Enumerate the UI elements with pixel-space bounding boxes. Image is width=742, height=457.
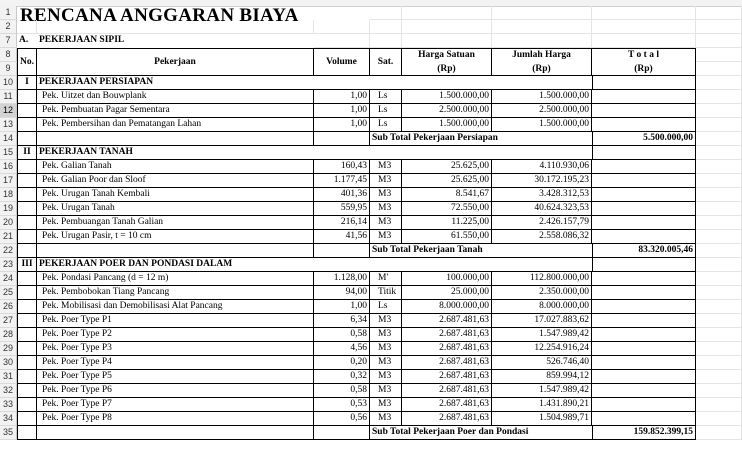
item-unit[interactable]: M3 [370, 160, 402, 174]
item-name[interactable]: Pek. Poer Type P5 [37, 370, 314, 384]
sheet-cell[interactable] [592, 76, 696, 90]
sheet-cell[interactable] [492, 76, 592, 90]
subtotal-value[interactable]: 5.500.000,00 [592, 132, 696, 146]
item-volume[interactable]: 1,00 [314, 104, 370, 118]
sheet-cell[interactable] [696, 426, 742, 440]
item-volume[interactable]: 160,43 [314, 160, 370, 174]
sheet-cell[interactable] [696, 216, 742, 230]
row-header[interactable]: 22 [0, 244, 17, 258]
sheet-cell[interactable] [696, 370, 742, 384]
item-total[interactable] [592, 384, 696, 398]
item-harga-satuan[interactable]: 61.550,00 [402, 230, 492, 244]
sheet-cell[interactable] [592, 34, 696, 48]
row-header[interactable]: 9 [0, 62, 17, 76]
row-header[interactable]: 10 [0, 76, 17, 90]
sheet-row [0, 174, 742, 188]
item-unit[interactable]: M3 [370, 370, 402, 384]
sheet-cell[interactable] [696, 328, 742, 342]
item-harga-satuan[interactable]: 2.500.000,00 [402, 104, 492, 118]
header-sat-label: Sat. [377, 57, 394, 67]
sheet-row [0, 426, 742, 440]
sheet-row [0, 5, 742, 26]
sheet-cell[interactable] [696, 272, 742, 286]
item-unit[interactable]: M3 [370, 384, 402, 398]
row-header[interactable]: 29 [0, 342, 17, 356]
item-unit[interactable]: Ls [370, 300, 402, 314]
sheet-row [0, 384, 742, 398]
item-no [17, 174, 37, 188]
row-header[interactable]: 15 [0, 146, 17, 160]
header-total-label: T o t a l [628, 50, 659, 60]
item-name[interactable]: Pek. Poer Type P1 [37, 314, 314, 328]
item-total[interactable] [592, 188, 696, 202]
item-unit[interactable]: M3 [370, 342, 402, 356]
row-header[interactable]: 1 [0, 6, 17, 20]
item-volume[interactable]: 0,20 [314, 356, 370, 370]
item-jumlah-harga[interactable]: 17.027.883,62 [492, 314, 592, 328]
row-header[interactable]: 8 [0, 48, 17, 62]
item-no [17, 216, 37, 230]
item-unit[interactable]: Ls [370, 90, 402, 104]
item-harga-satuan[interactable]: 2.687.481,63 [402, 328, 492, 342]
row-header[interactable]: 21 [0, 230, 17, 244]
item-no [17, 300, 37, 314]
sheet-row [0, 118, 742, 132]
sheet-row [0, 132, 742, 146]
sheet-row [0, 90, 742, 104]
row-header[interactable]: 33 [0, 398, 17, 412]
row-header[interactable]: 31 [0, 370, 17, 384]
sheet-row [0, 76, 742, 90]
subtotal-label: Sub Total Pekerjaan Poer dan Pondasi [370, 426, 592, 440]
sheet-cell[interactable] [696, 118, 742, 132]
sheet-cell[interactable] [370, 6, 402, 20]
item-name[interactable]: Pek. Urugan Tanah Kembali [37, 188, 314, 202]
sheet-cell[interactable] [696, 132, 742, 146]
sheet-cell[interactable] [402, 146, 492, 160]
item-name[interactable]: Pek. Poer Type P4 [37, 356, 314, 370]
sheet-cell[interactable] [370, 20, 402, 34]
item-jumlah-harga[interactable]: 40.624.323,53 [492, 202, 592, 216]
item-no [17, 188, 37, 202]
sheet-cell[interactable] [696, 342, 742, 356]
item-total[interactable] [592, 90, 696, 104]
sheet-row [0, 300, 742, 314]
sheet-cell[interactable] [314, 258, 370, 272]
item-no [17, 328, 37, 342]
item-name[interactable]: Pek. Urugan Pasir, t = 10 cm [37, 230, 314, 244]
item-unit[interactable]: M3 [370, 188, 402, 202]
item-volume[interactable]: 0,58 [314, 384, 370, 398]
item-unit[interactable]: M3 [370, 230, 402, 244]
sheet-cell[interactable] [314, 34, 370, 48]
item-no [17, 398, 37, 412]
item-total[interactable] [592, 230, 696, 244]
item-harga-satuan[interactable]: 25.625,00 [402, 174, 492, 188]
item-volume[interactable]: 0,32 [314, 370, 370, 384]
sheet-cell[interactable] [696, 398, 742, 412]
section-letter: A. [19, 35, 29, 45]
sheet-cell[interactable] [696, 286, 742, 300]
sheet-cell[interactable] [402, 6, 492, 20]
item-total[interactable] [592, 286, 696, 300]
row-header[interactable]: 25 [0, 286, 17, 300]
row-header[interactable]: 23 [0, 258, 17, 272]
sheet-cell[interactable] [696, 174, 742, 188]
item-name[interactable]: Pek. Pondasi Pancang (d = 12 m) [37, 272, 314, 286]
header-harga-satuan-label: Harga Satuan [418, 50, 475, 60]
sheet-row [0, 328, 742, 342]
group-roman: II [17, 146, 37, 160]
row-header[interactable]: 17 [0, 174, 17, 188]
item-total[interactable] [592, 328, 696, 342]
item-harga-satuan[interactable]: 2.687.481,63 [402, 356, 492, 370]
item-no [17, 356, 37, 370]
sheet-row [0, 398, 742, 412]
sheet-cell[interactable] [492, 258, 592, 272]
item-no [17, 202, 37, 216]
item-harga-satuan[interactable]: 2.687.481,63 [402, 412, 492, 426]
sheet-cell[interactable] [17, 244, 37, 258]
item-total[interactable] [592, 370, 696, 384]
item-jumlah-harga[interactable]: 1.504.989,71 [492, 412, 592, 426]
item-volume[interactable]: 1.177,45 [314, 174, 370, 188]
item-total[interactable] [592, 342, 696, 356]
item-total[interactable] [592, 272, 696, 286]
item-total[interactable] [592, 216, 696, 230]
sheet-cell[interactable] [17, 132, 37, 146]
item-jumlah-harga[interactable]: 1.547.989,42 [492, 328, 592, 342]
header-jumlah-harga-unit: (Rp) [532, 64, 551, 74]
sheet-row [0, 34, 742, 48]
item-jumlah-harga[interactable]: 1.547.989,42 [492, 384, 592, 398]
item-no [17, 230, 37, 244]
sheet-row [0, 258, 742, 272]
item-total[interactable] [592, 300, 696, 314]
sheet-row [0, 20, 742, 34]
item-harga-satuan[interactable]: 2.687.481,63 [402, 384, 492, 398]
item-harga-satuan[interactable]: 2.687.481,63 [402, 314, 492, 328]
item-no [17, 104, 37, 118]
sheet-row [0, 104, 742, 118]
item-volume[interactable]: 1,00 [314, 118, 370, 132]
item-total[interactable] [592, 160, 696, 174]
sheet-cell[interactable] [696, 34, 742, 48]
item-unit[interactable]: M3 [370, 174, 402, 188]
subtotal-label: Sub Total Pekerjaan Persiapan [370, 132, 592, 146]
item-no [17, 272, 37, 286]
item-jumlah-harga[interactable]: 526.746,40 [492, 356, 592, 370]
sheet-cell[interactable] [696, 20, 742, 34]
sheet-cell[interactable] [696, 62, 742, 76]
item-harga-satuan[interactable]: 2.687.481,63 [402, 342, 492, 356]
item-volume[interactable]: 216,14 [314, 216, 370, 230]
item-jumlah-harga[interactable]: 2.500.000,00 [492, 104, 592, 118]
sheet-cell[interactable] [696, 300, 742, 314]
sheet-cell[interactable] [402, 20, 492, 34]
item-harga-satuan[interactable]: 2.687.481,63 [402, 370, 492, 384]
header-volume-label: Volume [326, 57, 357, 67]
item-name[interactable]: Pek. Galian Poor dan Sloof [37, 174, 314, 188]
sheet-cell[interactable] [314, 426, 370, 440]
row-header[interactable]: 30 [0, 356, 17, 370]
sheet-cell[interactable] [492, 6, 592, 20]
item-unit[interactable]: M3 [370, 356, 402, 370]
group-roman: III [17, 258, 37, 272]
item-unit[interactable]: M3 [370, 216, 402, 230]
subtotal-value[interactable]: 83.320.005,46 [592, 244, 696, 258]
item-jumlah-harga[interactable]: 12.254.916,24 [492, 342, 592, 356]
item-harga-satuan[interactable]: 8.541,67 [402, 188, 492, 202]
item-jumlah-harga[interactable]: 1.500.000,00 [492, 118, 592, 132]
item-no [17, 118, 37, 132]
row-header[interactable]: 28 [0, 328, 17, 342]
sheet-cell[interactable] [314, 146, 370, 160]
item-volume[interactable]: 4,56 [314, 342, 370, 356]
item-jumlah-harga[interactable]: 2.350.000,00 [492, 286, 592, 300]
item-volume[interactable]: 94,00 [314, 286, 370, 300]
sheet-cell[interactable] [314, 132, 370, 146]
row-header[interactable]: 14 [0, 132, 17, 146]
item-name[interactable]: Pek. Poer Type P3 [37, 342, 314, 356]
sheet-cell[interactable] [696, 230, 742, 244]
sheet-cell[interactable] [696, 314, 742, 328]
group-title: PEKERJAAN POER DAN PONDASI DALAM [37, 258, 314, 272]
sheet-cell[interactable] [696, 48, 742, 62]
item-volume[interactable]: 0,53 [314, 398, 370, 412]
item-no [17, 412, 37, 426]
sheet-cell[interactable] [370, 76, 402, 90]
item-name[interactable]: Pek. Poer Type P7 [37, 398, 314, 412]
item-harga-satuan[interactable]: 25.625,00 [402, 160, 492, 174]
sheet-cell[interactable] [696, 6, 742, 20]
header-harga-satuan-unit: (Rp) [437, 64, 456, 74]
sheet-row [0, 356, 742, 370]
item-no [17, 370, 37, 384]
item-harga-satuan[interactable]: 8.000.000,00 [402, 300, 492, 314]
sheet-cell[interactable] [402, 34, 492, 48]
item-name[interactable]: Pek. Poer Type P8 [37, 412, 314, 426]
group-title: PEKERJAAN TANAH [37, 146, 314, 160]
item-total[interactable] [592, 118, 696, 132]
item-name[interactable]: Pek. Poer Type P2 [37, 328, 314, 342]
sheet-cell[interactable] [696, 188, 742, 202]
item-harga-satuan[interactable]: 100.000,00 [402, 272, 492, 286]
section-title: PEKERJAAN SIPIL [39, 35, 125, 45]
item-total[interactable] [592, 202, 696, 216]
page-title: RENCANA ANGGARAN BIAYA [20, 5, 299, 26]
sheet-row [0, 412, 742, 426]
group-title: PEKERJAAN PERSIAPAN [37, 76, 314, 90]
sheet-row [0, 62, 742, 76]
header-jumlah-harga-label: Jumlah Harga [512, 50, 571, 60]
sheet-cell[interactable] [696, 356, 742, 370]
sheet-row [0, 48, 742, 74]
item-name[interactable]: Pek. Galian Tanah [37, 160, 314, 174]
item-harga-satuan[interactable]: 1.500.000,00 [402, 118, 492, 132]
sheet-row [0, 244, 742, 258]
sheet-cell[interactable] [314, 20, 370, 34]
subtotal-label: Sub Total Pekerjaan Tanah [370, 244, 592, 258]
item-jumlah-harga[interactable]: 1.500.000,00 [492, 90, 592, 104]
group-roman: I [17, 76, 37, 90]
sheet-cell[interactable] [592, 146, 696, 160]
row-header[interactable]: 18 [0, 188, 17, 202]
item-name[interactable]: Pek. Mobilisasi dan Demobilisasi Alat Pancang [37, 300, 314, 314]
sheet-cell[interactable] [17, 20, 37, 34]
sheet-cell[interactable] [402, 76, 492, 90]
sheet-cell[interactable] [37, 426, 314, 440]
item-volume[interactable]: 559,95 [314, 202, 370, 216]
sheet-row [0, 188, 742, 202]
item-jumlah-harga[interactable]: 4.110.930,06 [492, 160, 592, 174]
sheet-cell[interactable] [492, 146, 592, 160]
item-unit[interactable]: M3 [370, 202, 402, 216]
item-volume[interactable]: 6,34 [314, 314, 370, 328]
sheet-cell[interactable] [37, 132, 314, 146]
item-harga-satuan[interactable]: 1.500.000,00 [402, 90, 492, 104]
sheet-row [0, 314, 742, 328]
item-name[interactable]: Pek. Poer Type P6 [37, 384, 314, 398]
row-header[interactable]: 16 [0, 160, 17, 174]
item-jumlah-harga[interactable]: 3.428.312,53 [492, 188, 592, 202]
item-jumlah-harga[interactable]: 2.558.086,32 [492, 230, 592, 244]
item-harga-satuan[interactable]: 25.000,00 [402, 286, 492, 300]
item-name[interactable]: Pek. Urugan Tanah [37, 202, 314, 216]
item-no [17, 342, 37, 356]
row-header[interactable]: 12 [0, 104, 17, 118]
item-total[interactable] [592, 398, 696, 412]
row-header[interactable]: 2 [0, 20, 17, 34]
sheet-cell[interactable] [696, 202, 742, 216]
row-header[interactable]: 24 [0, 272, 17, 286]
item-name[interactable]: Pek. Uitzet dan Bouwplank [37, 90, 314, 104]
item-name[interactable]: Pek. Pembuatan Pagar Sementara [37, 104, 314, 118]
row-header[interactable]: 35 [0, 426, 17, 440]
sheet-cell[interactable] [370, 146, 402, 160]
sheet-cell[interactable] [37, 244, 314, 258]
item-total[interactable] [592, 356, 696, 370]
item-unit[interactable]: Ls [370, 104, 402, 118]
sheet-cell[interactable] [314, 76, 370, 90]
row-header[interactable]: 7 [0, 34, 17, 48]
item-unit[interactable]: Titik [370, 286, 402, 300]
sheet-cell[interactable] [370, 258, 402, 272]
sheet-cell[interactable] [592, 20, 696, 34]
item-volume[interactable]: 0,58 [314, 328, 370, 342]
sheet-row [0, 160, 742, 174]
item-no [17, 160, 37, 174]
sheet-cell[interactable] [370, 34, 402, 48]
row-header[interactable]: 26 [0, 300, 17, 314]
sheet-cell[interactable] [696, 384, 742, 398]
sheet-cell[interactable] [492, 34, 592, 48]
item-total[interactable] [592, 174, 696, 188]
item-total[interactable] [592, 104, 696, 118]
item-no [17, 90, 37, 104]
item-jumlah-harga[interactable]: 1.431.890,21 [492, 398, 592, 412]
item-jumlah-harga[interactable]: 112.800.000,00 [492, 272, 592, 286]
sheet-cell[interactable] [17, 426, 37, 440]
item-unit[interactable]: M3 [370, 314, 402, 328]
sheet-row [0, 202, 742, 216]
item-unit[interactable]: M3 [370, 398, 402, 412]
sheet-cell[interactable] [696, 146, 742, 160]
item-jumlah-harga[interactable]: 859.994,12 [492, 370, 592, 384]
sheet-row [0, 272, 742, 286]
item-volume[interactable]: 1,00 [314, 90, 370, 104]
sheet-cell[interactable] [314, 244, 370, 258]
item-jumlah-harga[interactable]: 2.426.157,79 [492, 216, 592, 230]
sheet-cell[interactable] [696, 258, 742, 272]
item-unit[interactable]: M3 [370, 328, 402, 342]
item-volume[interactable]: 41,56 [314, 230, 370, 244]
sheet-cell[interactable] [592, 258, 696, 272]
item-harga-satuan[interactable]: 11.225,00 [402, 216, 492, 230]
item-volume[interactable]: 0,56 [314, 412, 370, 426]
item-no [17, 286, 37, 300]
item-no [17, 384, 37, 398]
item-name[interactable]: Pek. Pembersihan dan Pematangan Lahan [37, 118, 314, 132]
sheet-cell[interactable] [696, 160, 742, 174]
sheet-cell[interactable] [696, 244, 742, 258]
header-total-unit: (Rp) [634, 64, 653, 74]
row-header[interactable]: 27 [0, 314, 17, 328]
sheet-cell[interactable] [492, 20, 592, 34]
sheet-row [0, 230, 742, 244]
item-volume[interactable]: 401,36 [314, 188, 370, 202]
item-volume[interactable]: 1,00 [314, 300, 370, 314]
sheet-row [0, 286, 742, 300]
sheet-row [0, 342, 742, 356]
item-name[interactable]: Pek. Pembuangan Tanah Galian [37, 216, 314, 230]
item-total[interactable] [592, 314, 696, 328]
row-header[interactable]: 13 [0, 118, 17, 132]
header-pekerjaan-label: Pekerjaan [154, 57, 196, 67]
item-unit[interactable]: Ls [370, 118, 402, 132]
item-name[interactable]: Pek. Pembobokan Tiang Pancang [37, 286, 314, 300]
row-header[interactable]: 11 [0, 90, 17, 104]
sheet-cell[interactable] [696, 412, 742, 426]
item-jumlah-harga[interactable]: 30.172.195,23 [492, 174, 592, 188]
sheet-cell[interactable] [696, 76, 742, 90]
sheet-cell[interactable] [37, 20, 314, 34]
sheet-cell[interactable] [592, 6, 696, 20]
sheet-row [0, 370, 742, 384]
row-header[interactable]: 20 [0, 216, 17, 230]
item-harga-satuan[interactable]: 2.687.481,63 [402, 398, 492, 412]
row-header[interactable]: 34 [0, 412, 17, 426]
header-no-label: No. [20, 57, 34, 67]
sheet-row [0, 146, 742, 160]
item-unit[interactable]: M3 [370, 412, 402, 426]
sheet-cell[interactable] [696, 104, 742, 118]
sheet-cell[interactable] [696, 90, 742, 104]
item-no [17, 314, 37, 328]
sheet-cell[interactable] [402, 258, 492, 272]
item-harga-satuan[interactable]: 72.550,00 [402, 202, 492, 216]
row-header[interactable]: 19 [0, 202, 17, 216]
item-volume[interactable]: 1.128,00 [314, 272, 370, 286]
sheet-row [0, 216, 742, 230]
subtotal-value[interactable]: 159.852.399,15 [592, 426, 696, 440]
row-header[interactable]: 32 [0, 384, 17, 398]
item-jumlah-harga[interactable]: 8.000.000,00 [492, 300, 592, 314]
item-total[interactable] [592, 412, 696, 426]
item-unit[interactable]: M' [370, 272, 402, 286]
